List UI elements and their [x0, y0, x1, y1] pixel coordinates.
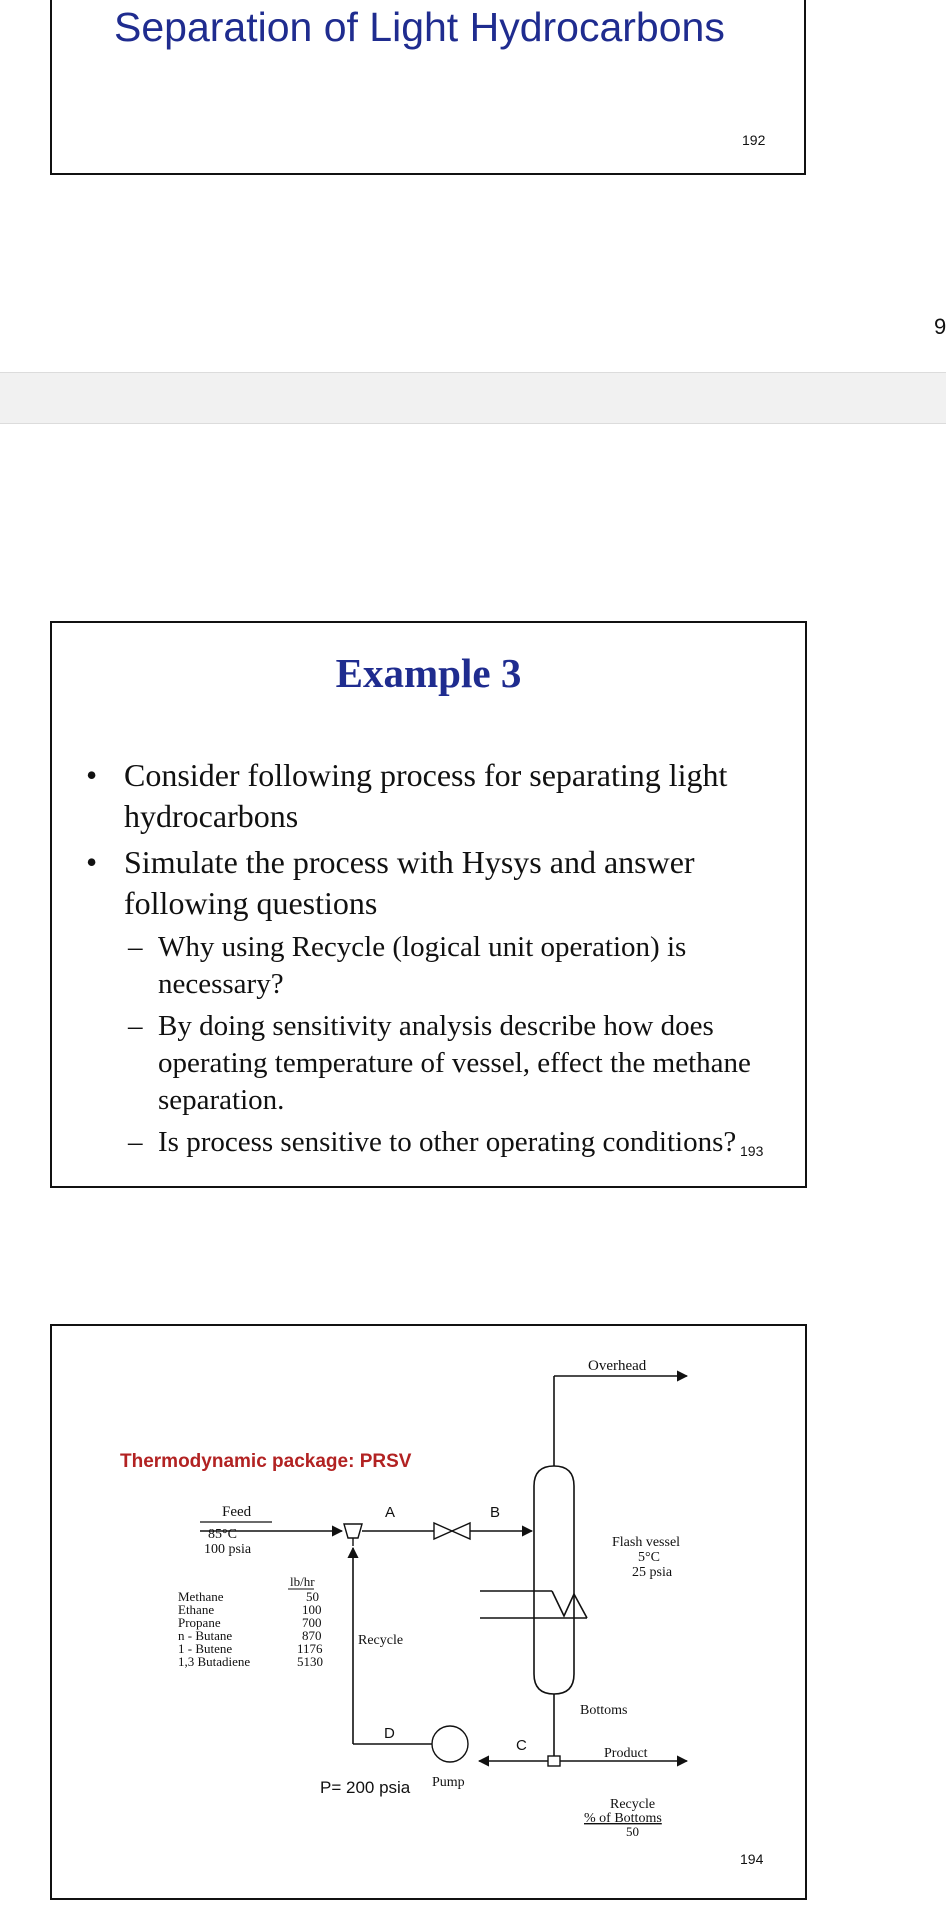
subbullet-dash: – [128, 931, 143, 963]
product-label: Product [604, 1746, 648, 1761]
recycle-label: Recycle [358, 1633, 404, 1648]
subbullet-text: Why using Recycle (logical unit operation) is necessary? [158, 931, 687, 1000]
component-name: Methane [178, 1589, 224, 1604]
subbullet-item [52, 1008, 805, 1119]
bullet-text: Consider following process for separating light hydrocarbons [124, 757, 728, 834]
bottoms-label: Bottoms [580, 1703, 628, 1718]
bullet-text: Simulate the process with Hysys and answer following questions [124, 844, 695, 921]
component-flow: 700 [302, 1615, 322, 1630]
pump-icon [432, 1726, 468, 1762]
coil-zigzag [552, 1591, 587, 1618]
bullet-dot: • [86, 757, 98, 793]
vessel-temp: 5°C [638, 1550, 660, 1565]
stream-b-label: B [490, 1504, 501, 1521]
bullet-dot: • [86, 844, 98, 880]
component-flow: 870 [302, 1628, 322, 1643]
units-header: lb/hr [290, 1574, 315, 1589]
slide-194 [50, 1324, 807, 1900]
valve-icon [434, 1523, 452, 1539]
overhead-label: Overhead [588, 1358, 647, 1374]
flash-vessel-icon [534, 1466, 574, 1694]
slide-title: Example 3 [335, 650, 522, 696]
component-name: Ethane [178, 1602, 215, 1617]
stream-c-label: C [516, 1737, 527, 1754]
stream-d-label: D [384, 1725, 395, 1742]
page-number: 193 [740, 1143, 764, 1159]
page-separator [0, 372, 946, 424]
subbullet-text: Is process sensitive to other operating conditions? [158, 1126, 737, 1158]
edge-page-fragment: 9 [934, 314, 946, 339]
page-number: 192 [742, 132, 766, 148]
splitter-icon [548, 1756, 560, 1766]
component-name: 1 - Butene [178, 1641, 233, 1656]
component-flow: 100 [302, 1602, 322, 1617]
component-name: 1,3 Butadiene [178, 1654, 251, 1669]
component-name: n - Butane [178, 1628, 233, 1643]
subbullet-item [52, 929, 805, 1003]
component-flow: 1176 [297, 1641, 323, 1656]
subbullet-dash: – [128, 1126, 143, 1158]
stream-a-label: A [385, 1504, 396, 1521]
subbullet-dash: – [128, 1010, 143, 1042]
thermo-package-label: Thermodynamic package: PRSV [120, 1451, 412, 1472]
pump-label: Pump [432, 1775, 465, 1790]
slide-192 [50, 0, 806, 175]
slide-193 [50, 621, 807, 1188]
component-flow: 50 [306, 1589, 319, 1604]
recycle-spec-sublabel: % of Bottoms [584, 1811, 662, 1826]
valve-icon-right [452, 1523, 470, 1539]
component-table [178, 1589, 323, 1669]
feed-temp: 85°C [208, 1527, 237, 1542]
bullet-item [52, 842, 805, 924]
pump-pressure-label: P= 200 psia [320, 1778, 411, 1797]
feed-pressure: 100 psia [204, 1542, 252, 1557]
process-flow-diagram [52, 1326, 805, 1898]
mixer-icon [344, 1524, 362, 1538]
vessel-pressure: 25 psia [632, 1565, 673, 1580]
subbullet-text: By doing sensitivity analysis describe how does operating temperature of vessel, effect the methane separation. [158, 1010, 751, 1116]
component-name: Propane [178, 1615, 221, 1630]
recycle-spec-value: 50 [626, 1824, 639, 1839]
page-number: 194 [740, 1851, 764, 1867]
recycle-spec-label: Recycle [610, 1797, 656, 1812]
component-flow: 5130 [297, 1654, 323, 1669]
feed-label: Feed [222, 1504, 252, 1520]
vessel-label: Flash vessel [612, 1535, 681, 1550]
bullet-item [52, 755, 805, 837]
slide-title: Separation of Light Hydrocarbons [114, 4, 725, 50]
subbullet-item [52, 1124, 805, 1161]
bullet-list [52, 755, 805, 1166]
